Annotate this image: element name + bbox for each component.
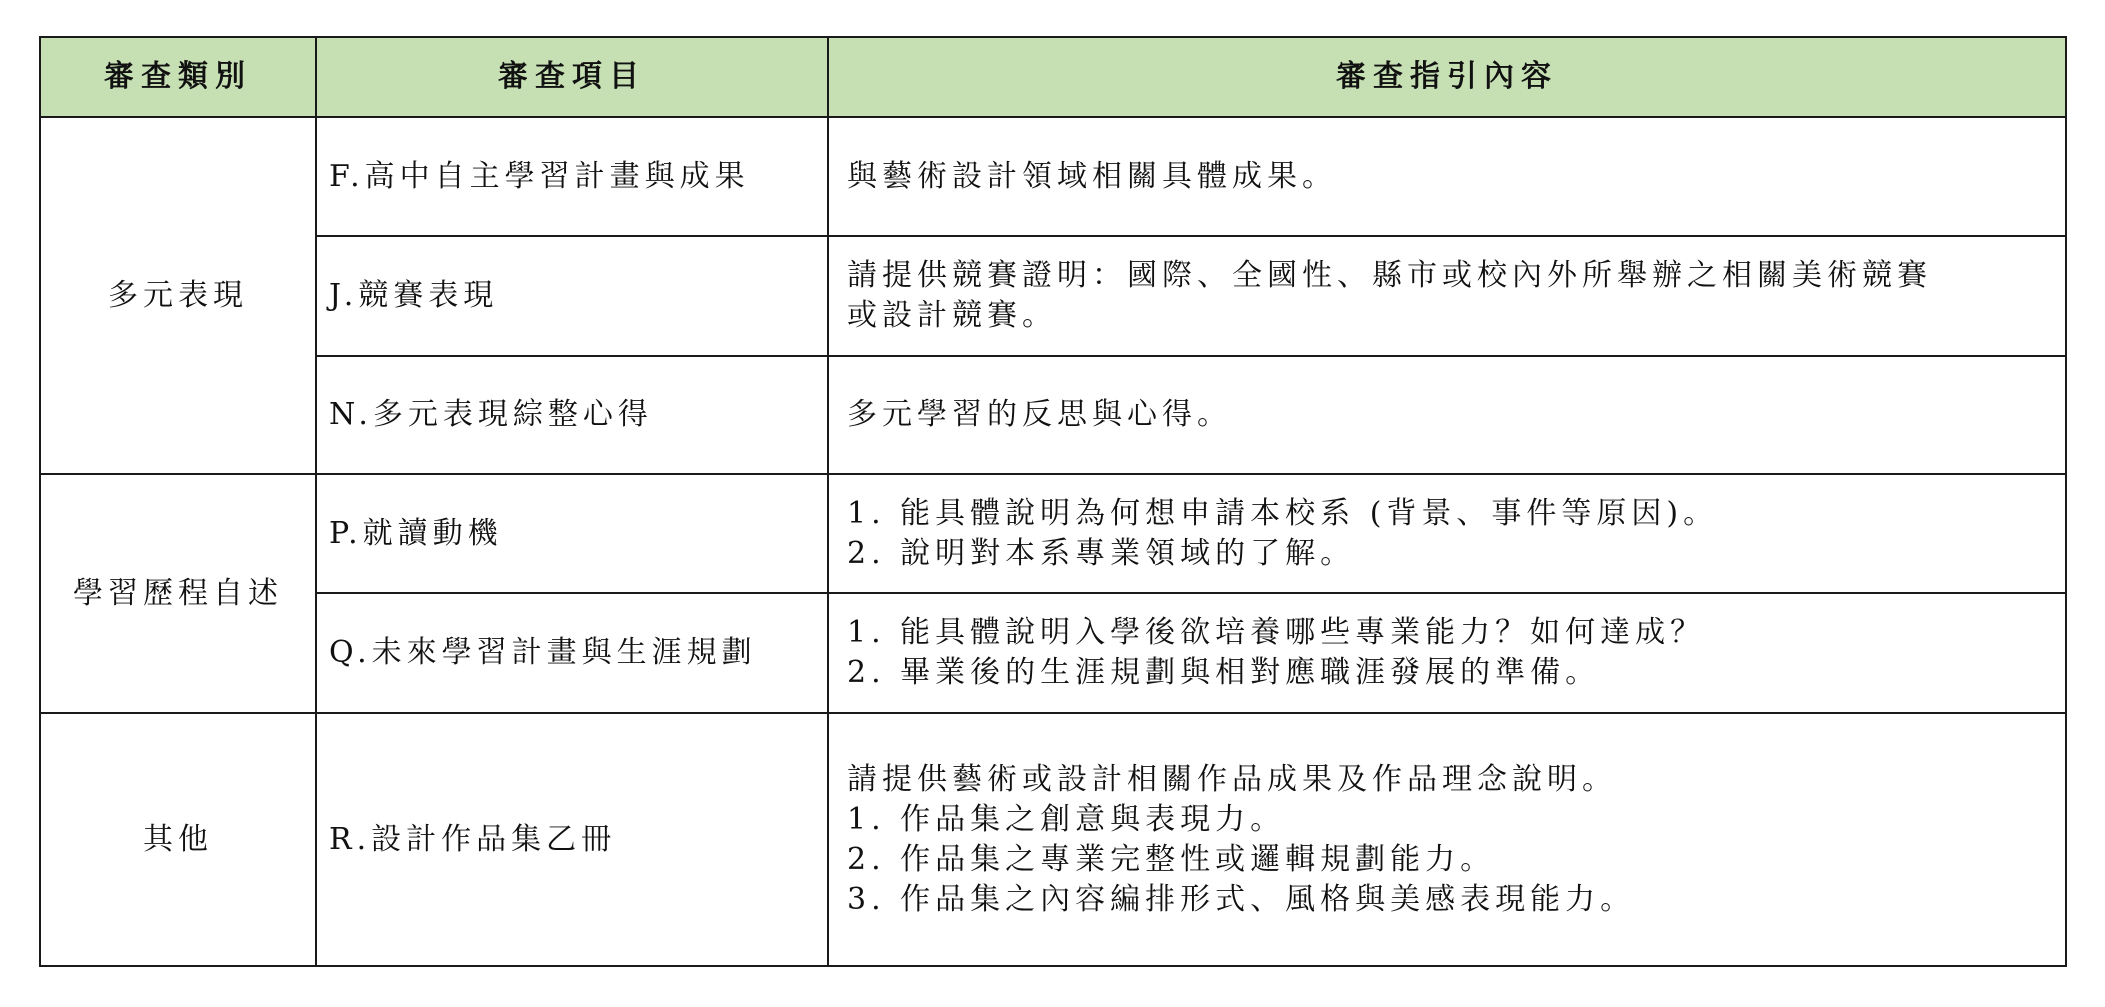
guide-cell: [828, 474, 2066, 593]
table-row: [40, 117, 2066, 236]
item-cell: R.設計作品集乙冊: [316, 713, 828, 966]
header-category: 審查類別: [40, 37, 316, 117]
header-item: 審查項目: [316, 37, 828, 117]
header-guide: 審查指引內容: [828, 37, 2066, 117]
category-cell: 多元表現: [40, 117, 316, 474]
guide-line: 多元學習的反思與心得。: [847, 397, 1232, 432]
guide-line: 2. 畢業後的生涯規劃與相對應職涯發展的準備。: [847, 655, 1601, 690]
guide-line: 2. 說明對本系專業領域的了解。: [847, 535, 1356, 571]
guide-line: 或設計競賽。: [847, 298, 1057, 333]
table-row: [40, 593, 2066, 713]
guide-line: 3. 作品集之內容編排形式、風格與美感表現能力。: [847, 881, 1636, 917]
guide-line: 與藝術設計領域相關具體成果。: [847, 158, 1337, 194]
guide-line: 1. 能具體說明入學後欲培養哪些專業能力？如何達成？: [847, 615, 1706, 650]
item-cell: F.高中自主學習計畫與成果: [316, 117, 828, 236]
item-cell: P.就讀動機: [316, 474, 828, 593]
guide-line: 請提供藝術或設計相關作品成果及作品理念說明。: [847, 761, 1617, 797]
category-cell: 學習歷程自述: [40, 474, 316, 713]
guide-line: 1. 能具體說明為何想申請本校系 (背景、事件等原因)。: [847, 495, 1719, 531]
guide-cell: [828, 356, 2066, 474]
table-row: [40, 713, 2066, 966]
table-row: [40, 356, 2066, 474]
item-cell: N.多元表現綜整心得: [316, 356, 828, 474]
guide-cell: [828, 713, 2066, 966]
guide-cell: [828, 117, 2066, 236]
category-cell: 其他: [40, 713, 316, 966]
item-cell: Q.未來學習計畫與生涯規劃: [316, 593, 828, 713]
guide-line: 2. 作品集之專業完整性或邏輯規劃能力。: [847, 841, 1496, 877]
guide-line: 1. 作品集之創意與表現力。: [847, 801, 1286, 837]
table-row: [40, 236, 2066, 356]
table-row: [40, 474, 2066, 593]
guide-cell: [828, 593, 2066, 713]
header-row: [40, 37, 2066, 117]
guide-cell: [828, 236, 2066, 356]
item-cell: J.競賽表現: [316, 236, 828, 356]
guide-line: 請提供競賽證明：國際、全國性、縣市或校內外所舉辦之相關美術競賽: [847, 258, 1932, 293]
review-guidelines-table: [39, 36, 2067, 967]
